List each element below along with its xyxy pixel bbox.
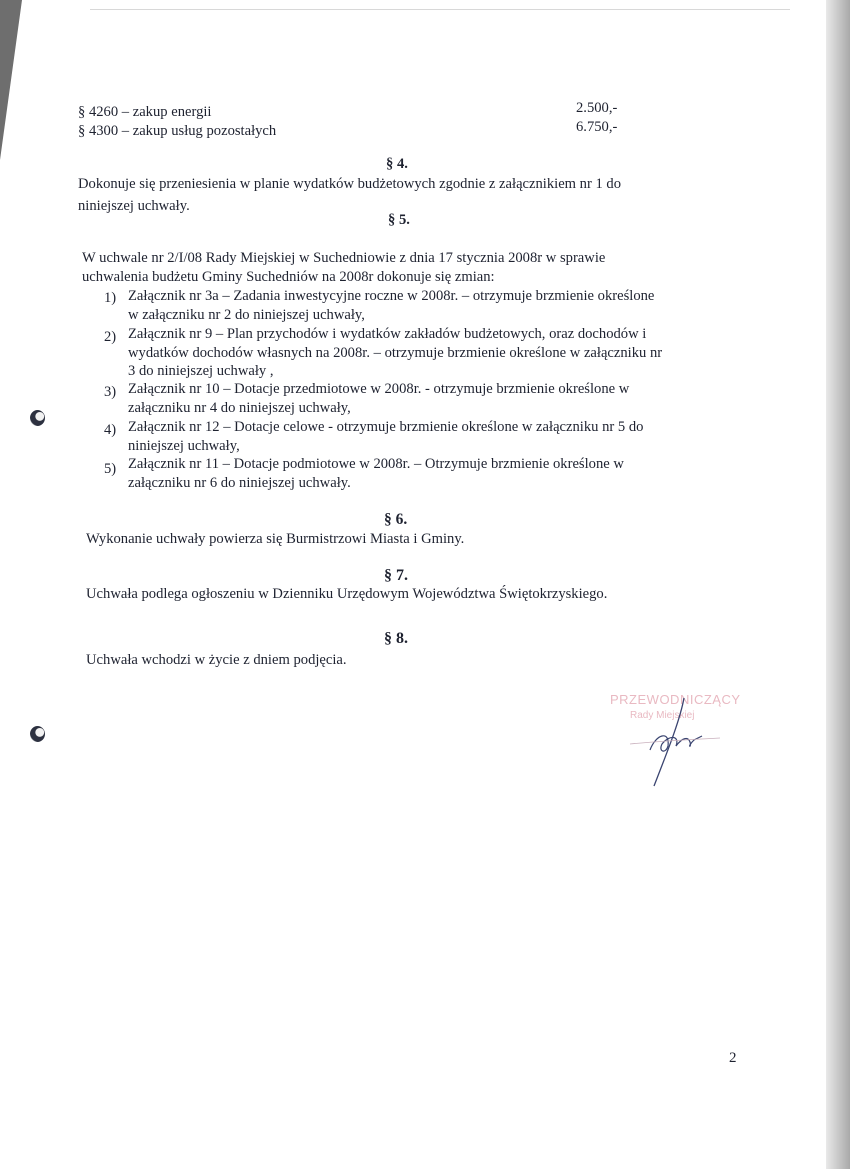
- budget-line-code: § 4300 – zakup usług pozostałych: [78, 123, 277, 139]
- list-item-number: 5): [104, 461, 117, 477]
- scan-edge-right: [826, 0, 850, 1169]
- page-number: 2: [729, 1050, 737, 1066]
- list-item-line: załączniku nr 4 do niniejszej uchwały,: [128, 400, 351, 416]
- list-item-line: 3 do niniejszej uchwały ,: [128, 363, 274, 379]
- stamp-line: Rady Miejskiej: [630, 710, 695, 721]
- list-item-number: 1): [104, 290, 117, 306]
- section-7-heading: § 7.: [384, 567, 408, 584]
- section-4-line: Dokonuje się przeniesienia w planie wydatków budżetowych zgodnie z załącznikiem nr 1 do: [78, 176, 622, 192]
- section-7-text: Uchwała podlega ogłoszeniu w Dzienniku Urzędowym Województwa Świętokrzyskiego.: [86, 586, 608, 602]
- list-item-line: Załącznik nr 12 – Dotacje celowe - otrzymuje brzmienie określone w załączniku nr 5 do: [128, 419, 644, 435]
- list-item-line: Załącznik nr 10 – Dotacje przedmiotowe w 2008r. - otrzymuje brzmienie określone w: [128, 381, 630, 397]
- list-item-number: 4): [104, 422, 117, 438]
- section-5-intro-line: W uchwale nr 2/I/08 Rady Miejskiej w Suchedniowie z dnia 17 stycznia 2008r w sprawie: [82, 250, 606, 266]
- budget-line-code: § 4260 – zakup energii: [78, 104, 212, 120]
- section-4-line: niniejszej uchwały.: [78, 198, 190, 214]
- section-5-intro-line: uchwalenia budżetu Gminy Suchedniów na 2008r dokonuje się zmian:: [82, 269, 495, 285]
- stamp-line: PRZEWODNICZĄCY: [610, 692, 741, 707]
- section-8-text: Uchwała wchodzi w życie z dniem podjęcia.: [86, 652, 347, 668]
- list-item-line: wydatków dochodów własnych na 2008r. – otrzymuje brzmienie określone w załączniku nr: [128, 345, 663, 361]
- list-item-line: niniejszej uchwały,: [128, 438, 240, 454]
- list-item-line: Załącznik nr 11 – Dotacje podmiotowe w 2008r. – Otrzymuje brzmienie określone w: [128, 456, 624, 472]
- list-item-line: w załączniku nr 2 do niniejszej uchwały,: [128, 307, 365, 323]
- list-item-number: 2): [104, 329, 117, 345]
- list-item-line: Załącznik nr 9 – Plan przychodów i wydatków zakładów budżetowych, oraz dochodów i: [128, 326, 647, 342]
- section-4-heading: § 4.: [386, 156, 408, 172]
- handwritten-signature: [610, 690, 740, 800]
- section-6-heading: § 6.: [384, 511, 408, 528]
- list-item-line: Załącznik nr 3a – Zadania inwestycyjne roczne w 2008r. – otrzymuje brzmienie określone: [128, 288, 655, 304]
- list-item-number: 3): [104, 384, 117, 400]
- section-8-heading: § 8.: [384, 630, 408, 647]
- budget-line-amount: 6.750,-: [576, 119, 618, 135]
- punch-hole: [30, 726, 45, 742]
- punch-hole: [30, 410, 45, 426]
- budget-line-amount: 2.500,-: [576, 100, 618, 116]
- list-item-line: załączniku nr 6 do niniejszej uchwały.: [128, 475, 351, 491]
- section-5-heading: § 5.: [388, 212, 410, 228]
- section-6-text: Wykonanie uchwały powierza się Burmistrzowi Miasta i Gminy.: [86, 531, 465, 547]
